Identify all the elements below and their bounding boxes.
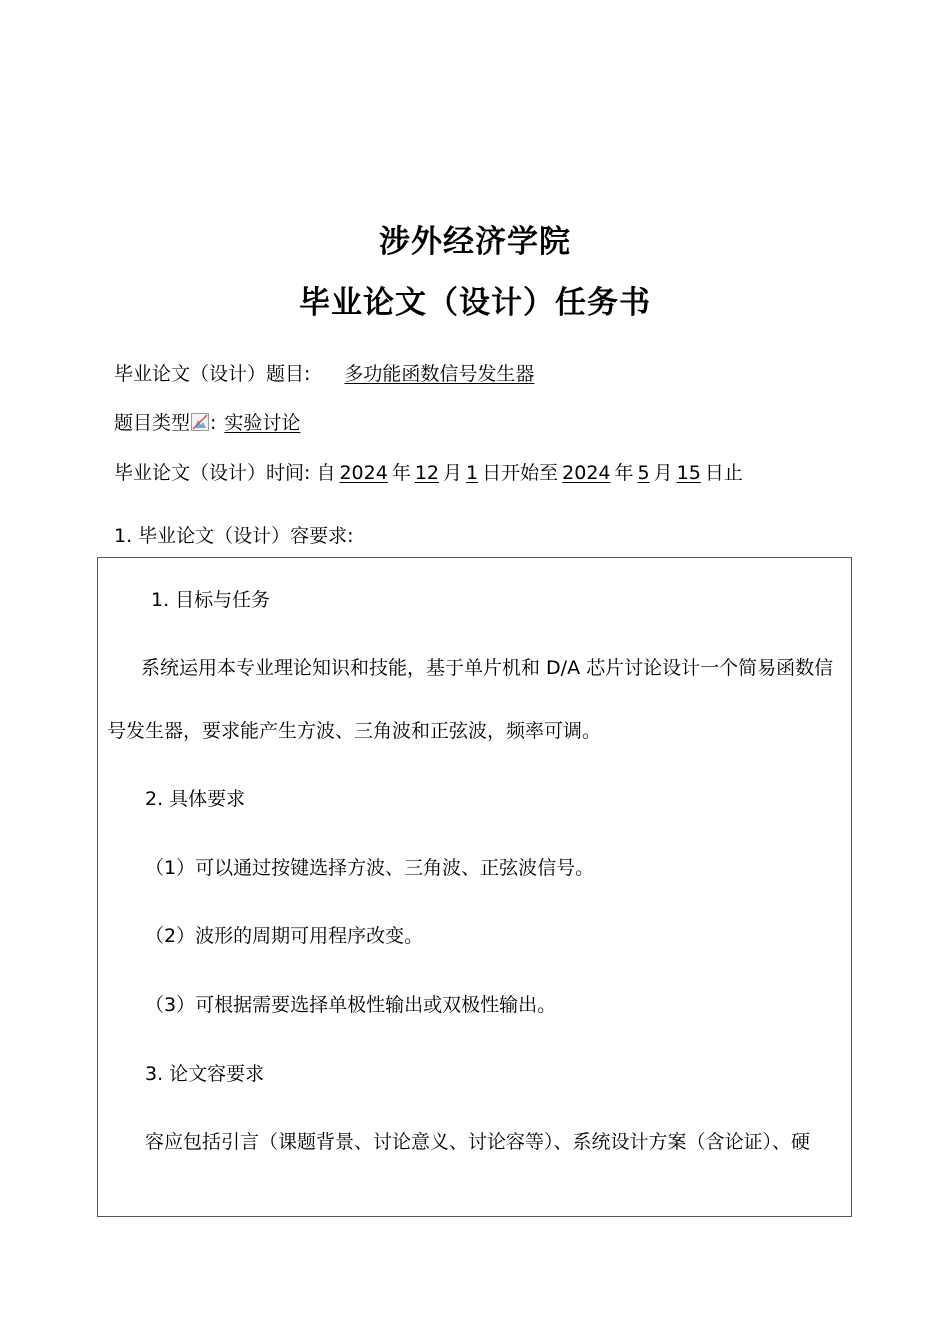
end-month-char: 月 bbox=[653, 462, 673, 484]
start-month-char: 月 bbox=[443, 462, 463, 484]
section-heading: 1. 毕业论文（设计）容要求: bbox=[114, 525, 354, 547]
image-placeholder-icon bbox=[191, 413, 209, 431]
requirement-item-1: （1）可以通过按键选择方波、三角波、正弦波信号。 bbox=[145, 857, 595, 879]
start-year-char: 年 bbox=[391, 462, 411, 484]
type-label: 题目类型 bbox=[114, 412, 191, 434]
start-suffix: 日开始至 bbox=[482, 462, 559, 484]
type-value: 实验讨论 bbox=[224, 412, 301, 434]
requirement-item-2: （2）波形的周期可用程序改变。 bbox=[145, 925, 424, 947]
type-row bbox=[114, 408, 300, 435]
topic-value: 多功能函数信号发生器 bbox=[344, 363, 535, 385]
content-requirements-box bbox=[97, 557, 852, 1217]
start-day: 1 bbox=[466, 462, 479, 484]
start-year: 2024 bbox=[339, 462, 388, 484]
end-day: 15 bbox=[676, 462, 701, 484]
type-colon: : bbox=[210, 412, 217, 434]
school-name: 涉外经济学院 bbox=[379, 224, 571, 260]
start-month: 12 bbox=[414, 462, 440, 484]
specific-req-heading: 2. 具体要求 bbox=[145, 788, 246, 810]
topic-label: 毕业论文（设计）题目: bbox=[114, 363, 311, 385]
time-row bbox=[114, 458, 743, 485]
thesis-req-text-line-1: 容应包括引言（课题背景、讨论意义、讨论容等）、系统设计方案（含论证）、硬 bbox=[145, 1131, 811, 1153]
end-suffix: 日止 bbox=[704, 462, 743, 484]
thesis-req-heading: 3. 论文容要求 bbox=[145, 1063, 265, 1085]
goal-text-line-1: 系统运用本专业理论知识和技能，基于单片机和 D/A 芯片讨论设计一个简易函数信 bbox=[141, 657, 834, 679]
end-year-char: 年 bbox=[614, 462, 634, 484]
time-from: 自 bbox=[316, 462, 336, 484]
end-month: 5 bbox=[637, 462, 650, 484]
time-label: 毕业论文（设计）时间: bbox=[114, 462, 311, 484]
goal-heading: 1. 目标与任务 bbox=[151, 589, 271, 611]
document-title: 毕业论文（设计）任务书 bbox=[299, 285, 651, 321]
goal-text-line-2: 号发生器，要求能产生方波、三角波和正弦波，频率可调。 bbox=[107, 720, 602, 742]
end-year: 2024 bbox=[562, 462, 611, 484]
topic-row bbox=[114, 359, 534, 386]
requirement-item-3: （3）可根据需要选择单极性输出或双极性输出。 bbox=[145, 994, 557, 1016]
